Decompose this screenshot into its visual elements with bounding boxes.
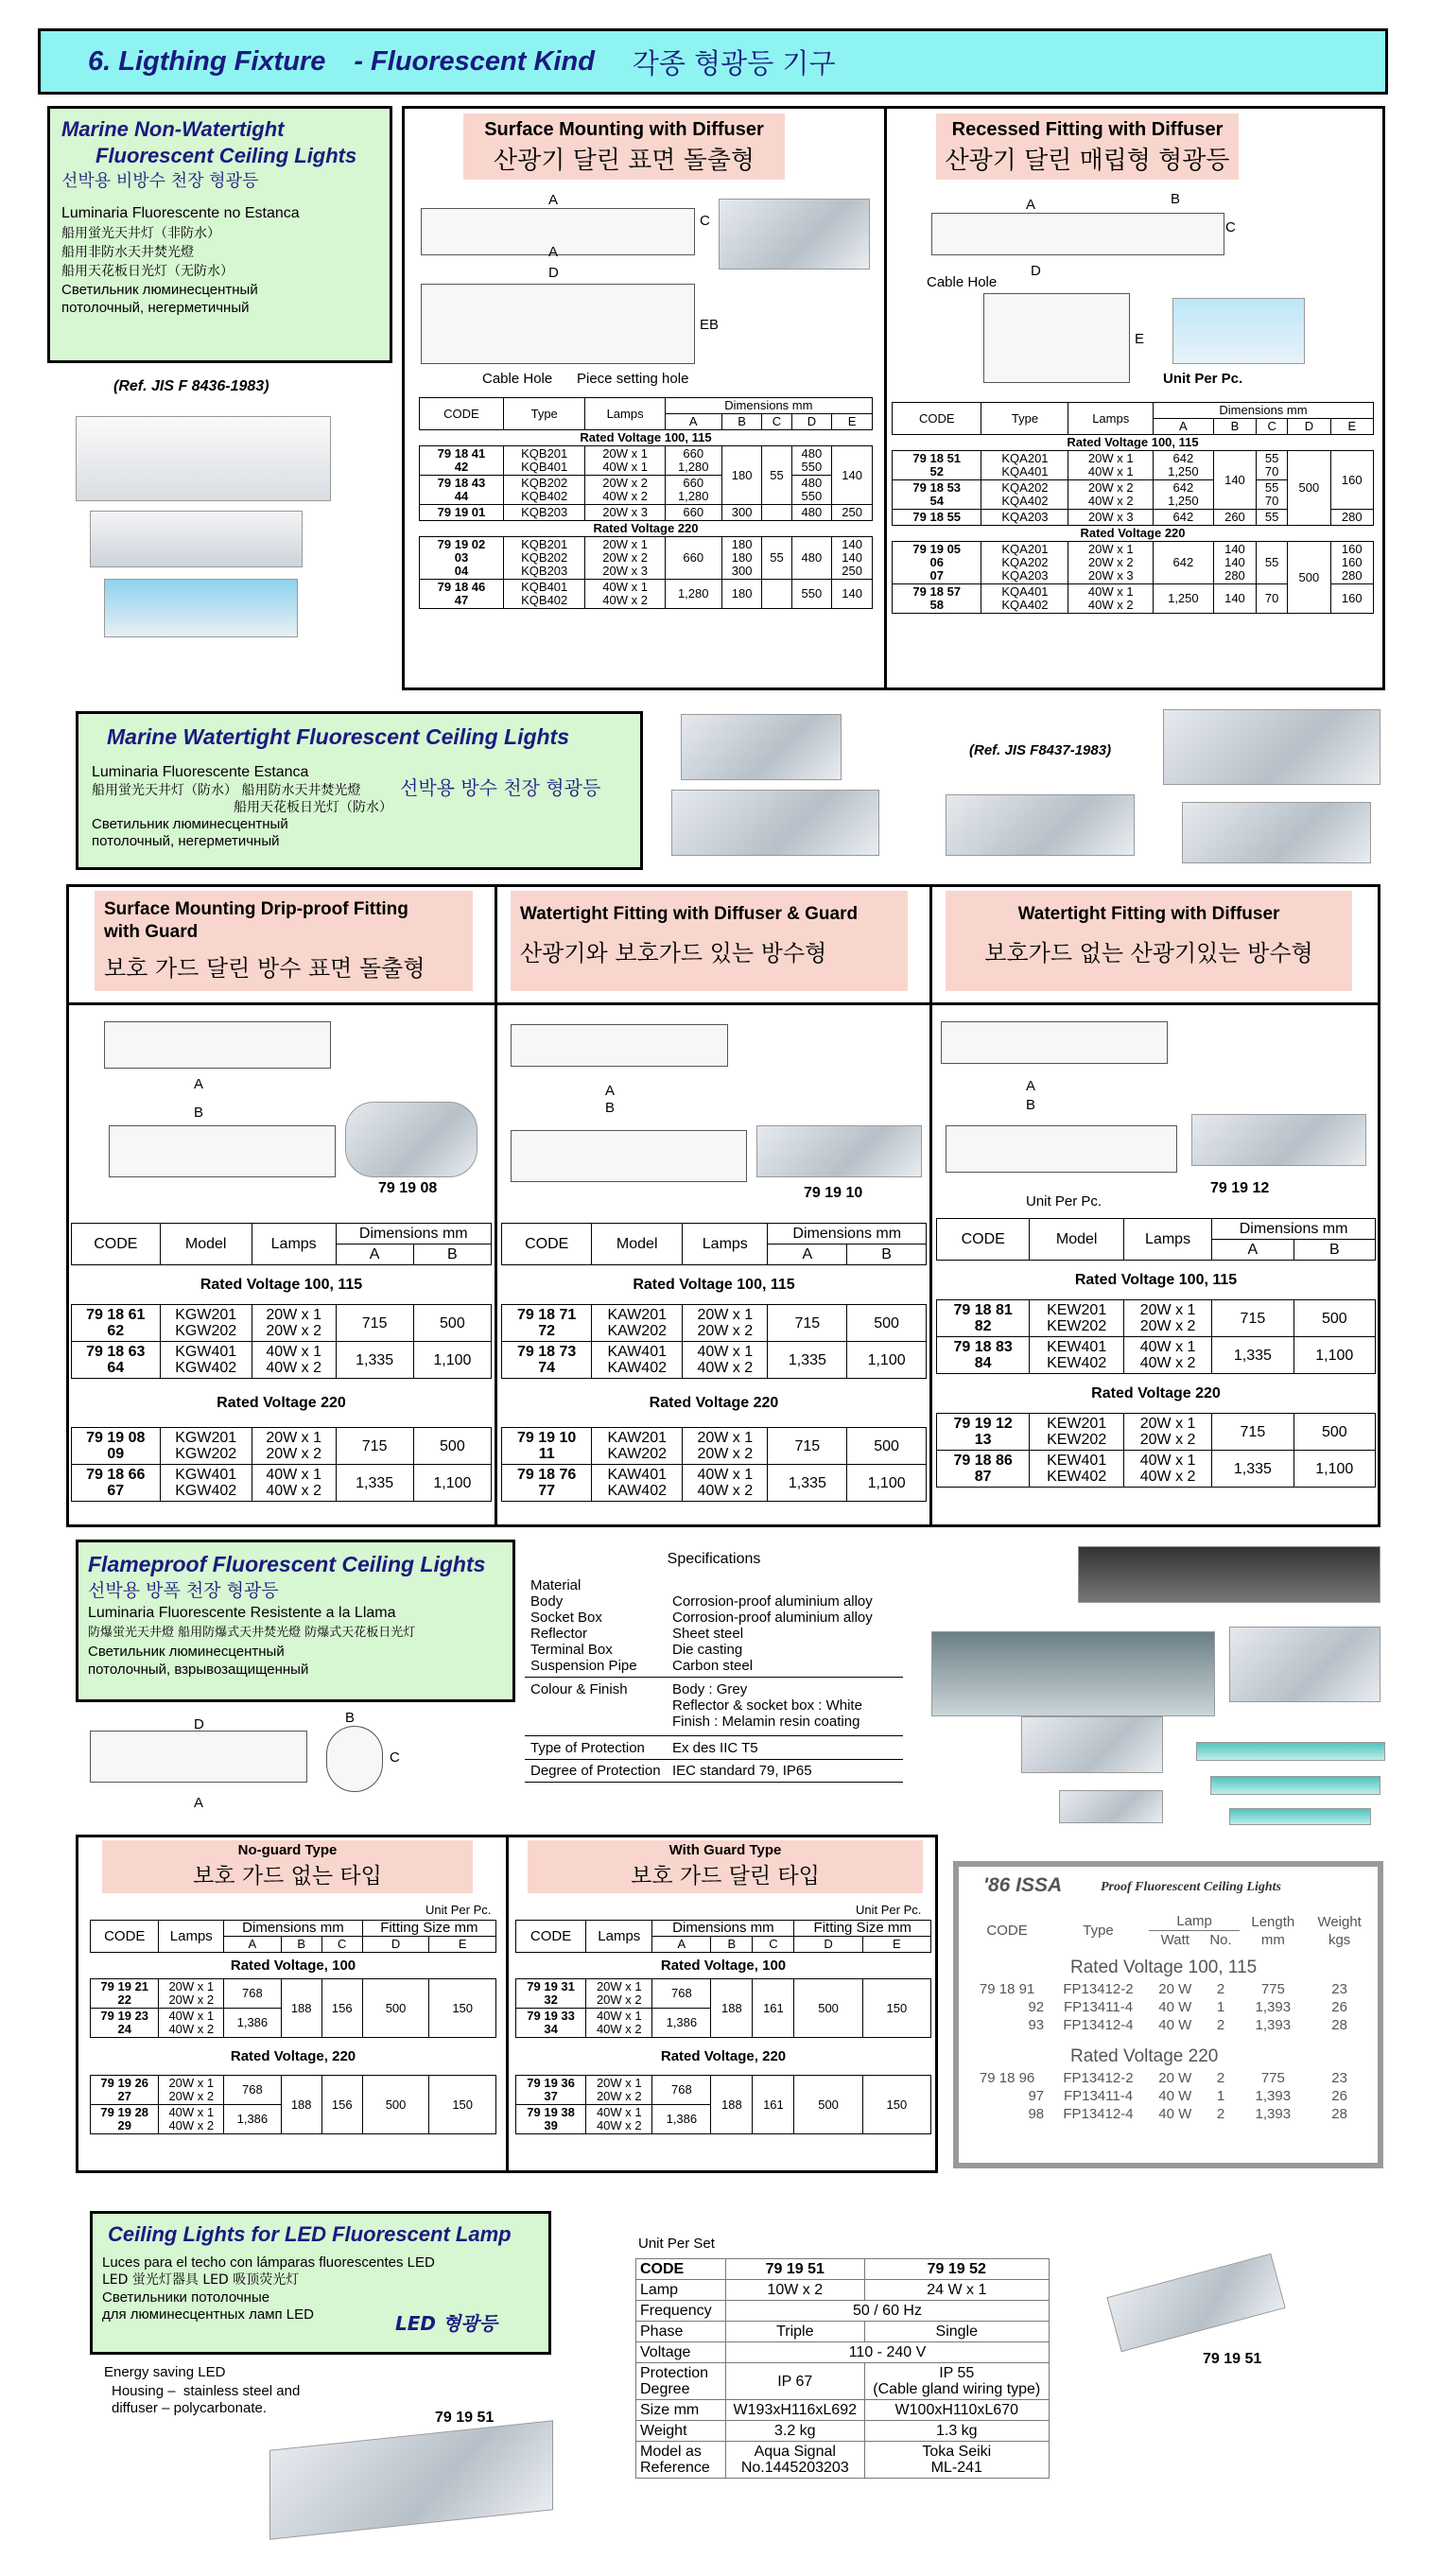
flameproof-title: Flameproof Fluorescent Ceiling Lights xyxy=(88,1552,486,1576)
dim-label-a: A xyxy=(548,192,559,208)
marine-nw-jp2: 船用非防水天井焚光燈 xyxy=(61,245,194,260)
diffguard-drawing-plan xyxy=(511,1130,747,1182)
diff-unit: Unit Per Pc. xyxy=(1026,1193,1102,1210)
page-title: 6. Ligthing Fixture xyxy=(88,45,326,77)
recessed-diffuser-header xyxy=(936,113,1239,180)
surface-diffuser-table xyxy=(419,397,873,609)
specs-protection xyxy=(525,1740,903,1756)
guard-drawing-plan xyxy=(109,1125,336,1177)
rated-voltage-2: Rated Voltage 220 xyxy=(420,521,873,537)
table-row: 79 18 53 54 KQA202 KQA402 20W x 2 40W x 2 642 1,250 55 70 xyxy=(893,480,1374,510)
specs-material-values: Corrosion-proof aluminium alloy Corrosion-proof aluminium alloy Sheet steel Die casting Carbon steel xyxy=(672,1593,873,1674)
noguard-header xyxy=(102,1840,473,1893)
guard-type-divider xyxy=(506,1835,509,2173)
table-row: CODE 79 19 51 79 19 52 xyxy=(636,2259,1050,2280)
withguard-header xyxy=(528,1840,923,1893)
flameproof-photo-4 xyxy=(1021,1716,1163,1773)
guard-title: Surface Mounting Drip-proof Fitting with Guard xyxy=(104,899,408,942)
marine-wt-ru2: потолочный, негерметичный xyxy=(92,833,280,849)
recessed-diffuser-korean: 산광기 달린 매립형 형광등 xyxy=(945,147,1230,175)
guard-korean: 보호 가드 달린 방수 표면 돌출형 xyxy=(104,955,425,982)
diffguard-photo-code: 79 19 10 xyxy=(804,1185,863,1201)
specs-table xyxy=(525,1577,903,1674)
ceiling-light-photo-1 xyxy=(76,416,331,501)
watertight-photo-4 xyxy=(1163,709,1380,785)
diff-korean: 보호가드 없는 산광기있는 방수형 xyxy=(984,940,1313,966)
flameproof-korean: 선박용 방폭 천장 형광등 xyxy=(88,1580,279,1601)
specs-colour xyxy=(525,1681,903,1730)
rated-voltage-1: Rated Voltage 100, 115 xyxy=(420,430,873,446)
table-row: 79 18 71 72 KAW201 KAW202 20W x 1 20W x 2 715 500 xyxy=(502,1305,927,1342)
table-row: Frequency 50 / 60 Hz xyxy=(636,2301,1050,2322)
led-photo-code-1: 79 19 51 xyxy=(435,2410,495,2426)
col-d: D xyxy=(791,414,832,430)
led-spanish: Luces para el techo con lámparas fluorescentes LED xyxy=(102,2254,435,2271)
marine-wt-ru1: Светильник люминесцентный xyxy=(92,816,288,832)
diffguard-title: Watertight Fitting with Diffuser & Guard xyxy=(520,904,859,924)
table-row: 79 19 05 06 07 KQA201 KQA202 KQA203 20W x 1 20W x 2 20W x 3 642 140 140 280 55 500 160 160 280 xyxy=(893,542,1374,584)
guard-label-b: B xyxy=(194,1105,204,1121)
diff-drawing-top xyxy=(941,1021,1168,1064)
watertight-photo-1 xyxy=(681,714,842,780)
recessed-label-c: C xyxy=(1225,219,1236,235)
table-row: 79 18 83 84 KEW401 KEW402 40W x 1 40W x 2 1,335 1,100 xyxy=(937,1337,1376,1374)
page-subtitle: - Fluorescent Kind xyxy=(354,45,595,77)
diffguard-korean: 산광기와 보호가드 있는 방수형 xyxy=(520,940,827,966)
flameproof-photo-2 xyxy=(931,1631,1215,1716)
recessed-diffuser-title: Recessed Fitting with Diffuser xyxy=(951,119,1224,140)
table-row: 79 18 51 52 KQA201 KQA401 20W x 1 40W x 1 642 1,250 140 55 70 500 160 xyxy=(893,451,1374,480)
specs-colour-label: Colour & Finish xyxy=(530,1681,628,1697)
marine-nw-title1: Marine Non-Watertight xyxy=(61,117,285,141)
marine-nw-ru2: потолочный, негерметичный xyxy=(61,300,250,316)
table-row: 79 19 36 37 20W x 1 20W x 2 768 188 161 500 150 xyxy=(516,2076,931,2105)
flameproof-jp: 防爆蛍光天井燈 船用防爆式天井焚光燈 防爆式天花板日光灯 xyxy=(88,1626,416,1640)
specs-title: Specifications xyxy=(667,1551,761,1567)
flameproof-photo-5 xyxy=(1196,1742,1385,1761)
flameproof-drawing-end xyxy=(326,1726,383,1792)
divider-1 xyxy=(495,884,497,1527)
table-row: 79 18 73 74 KAW401 KAW402 40W x 1 40W x 2 1,335 1,100 xyxy=(502,1342,927,1379)
diffguard-photo xyxy=(756,1125,922,1177)
guard-photo-code: 79 19 08 xyxy=(378,1180,438,1196)
table-row: 98 FP13412-4 40 W 2 1,393 28 xyxy=(1028,2106,1347,2122)
diffguard-header xyxy=(511,891,908,991)
noguard-korean: 보호 가드 없는 타입 xyxy=(193,1864,382,1888)
flameproof-label-a: A xyxy=(194,1795,204,1811)
issa-tag: '86 ISSA xyxy=(983,1874,1063,1896)
dim-label-c: C xyxy=(700,213,710,229)
col-dim: Dimensions mm xyxy=(665,398,872,414)
table-row: 79 19 31 32 20W x 1 20W x 2 768 188 161 500 150 xyxy=(516,1979,931,2009)
marine-nw-panel xyxy=(47,106,392,363)
specs-colour-value: Body : Grey Reflector & socket box : White Finish : Melamin resin coating xyxy=(672,1681,862,1730)
recessed-cable-label: Cable Hole xyxy=(927,274,998,290)
issa-rv2: Rated Voltage 220 xyxy=(1070,2046,1219,2066)
noguard-table: CODE Lamps Dimensions mm Fitting Size mm A B C D E Rated Voltage, 100 79 19 21 22 20W x 1 20W x 2 768 188 156 500 150 79 19 23 24 40W x 1 40W x 2 1,386 Rated Voltage, 220 79 19 26 27 20W x 1 20W x 2 768 188 156 500 150 79 19 28 29 40W x 1 40W x 2 1,386 xyxy=(90,1920,496,2134)
table-row: 79 18 81 82 KEW201 KEW202 20W x 1 20W x 2 715 500 xyxy=(937,1300,1376,1337)
surface-diffuser-photo xyxy=(719,199,870,270)
led-housing: Housing – stainless steel and diffuser – polycarbonate. xyxy=(112,2383,301,2416)
flameproof-label-d: D xyxy=(194,1716,204,1732)
led-photo-1 xyxy=(269,2420,553,2540)
dim-label-d: D xyxy=(548,265,559,281)
table-row: 79 18 76 77 KAW401 KAW402 40W x 1 40W x 2 1,335 1,100 xyxy=(502,1465,927,1502)
diff-photo xyxy=(1191,1114,1366,1166)
surface-diffuser-title: Surface Mounting with Diffuser xyxy=(484,119,764,140)
recessed-label-b: B xyxy=(1171,191,1181,207)
surface-diffuser-drawing-plan xyxy=(421,284,695,364)
table-row: Phase Triple Single xyxy=(636,2322,1050,2342)
table-row: 79 19 26 27 20W x 1 20W x 2 768 188 156 500 150 xyxy=(91,2076,496,2105)
ceiling-light-photo-3 xyxy=(104,579,298,637)
led-photo-code-2: 79 19 51 xyxy=(1203,2351,1262,2367)
table-row: Protection Degree IP 67 IP 55 (Cable gland wiring type) xyxy=(636,2363,1050,2400)
surface-diffuser-korean: 산광기 달린 표면 돌출형 xyxy=(494,147,755,175)
table-row: 79 18 63 64 KGW401 KGW402 40W x 1 40W x 2 1,335 1,100 xyxy=(72,1342,492,1379)
marine-nw-ru1: Светильник люминесцентный xyxy=(61,282,258,298)
guard-drawing-top xyxy=(104,1021,331,1069)
spec-rule-4 xyxy=(525,1782,903,1783)
recessed-label-d: D xyxy=(1031,263,1041,279)
col-type: Type xyxy=(503,398,585,430)
spec-rule-1 xyxy=(525,1677,903,1678)
marine-wt-korean: 선박용 방수 천장 형광등 xyxy=(400,776,601,799)
table-row: 79 18 57 58 KQA401 KQA402 40W x 1 40W x 2 1,250 140 70 160 xyxy=(893,584,1374,614)
recessed-drawing-top xyxy=(931,213,1224,255)
table-row: 79 18 41 42 KQB201 KQB401 20W x 1 40W x 1 660 1,280 180 55 480 550 140 xyxy=(420,446,873,476)
specs-prot-label: Type of Protection xyxy=(530,1740,645,1756)
recessed-photo xyxy=(1172,298,1305,364)
table-row: 79 19 23 24 40W x 1 40W x 2 1,386 xyxy=(91,2009,496,2038)
recessed-unit: Unit Per Pc. xyxy=(1163,371,1243,387)
flameproof-drawing-side xyxy=(90,1731,307,1783)
marine-nw-title2: Fluorescent Ceiling Lights xyxy=(95,144,357,167)
table-row: 79 18 66 67 KGW401 KGW402 40W x 1 40W x 2 1,335 1,100 xyxy=(72,1465,492,1502)
dim-label-b: B xyxy=(709,317,720,333)
led-title: Ceiling Lights for LED Fluorescent Lamp xyxy=(108,2222,512,2246)
guard-table: CODE Model Lamps Dimensions mm A B Rated Voltage 100, 115 79 18 61 62 KGW201 KGW202 20W x 1 20W x 2 715 500 79 18 63 64 KGW401 KGW402 40W x 1 40W x 2 1,335 1,100 Rated Voltage 220 79 19 08 09 KGW201 KGW202 20W x 1 20W x 2 715 500 79 18 66 67 KGW401 KGW402 40W x 1 40W x 2 1,335 1,100 xyxy=(71,1223,492,1502)
table-row: 92 FP13411-4 40 W 1 1,393 26 xyxy=(1028,1999,1347,2015)
marine-wt-title: Marine Watertight Fluorescent Ceiling Lights xyxy=(107,724,570,749)
divider-2 xyxy=(929,884,932,1527)
led-ru2: для люминесцентных ламп LED xyxy=(102,2306,314,2323)
spec-rule-2 xyxy=(525,1735,903,1736)
table-row: 79 19 28 29 40W x 1 40W x 2 1,386 xyxy=(91,2105,496,2134)
flameproof-ru1: Светильник люминесцентный xyxy=(88,1644,285,1660)
table-row: 93 FP13412-4 40 W 2 1,393 28 xyxy=(1028,2017,1347,2033)
flameproof-label-b: B xyxy=(345,1710,356,1726)
diff-label-b: B xyxy=(1026,1097,1036,1113)
led-photo-2 xyxy=(1106,2254,1285,2353)
flameproof-photo-7 xyxy=(1059,1790,1163,1823)
flameproof-panel xyxy=(76,1540,515,1702)
issa-table: CODE Type Lamp Length mm Weight kgs Watt No. Rated Voltage 100, 115 79 18 91 FP13412-2 20 W 2 775 23 92 FP13411-4 40 W 1 1,393 26 93 FP13412-4 40 W 2 1,393 28 Rated Voltage 220 79 18 96 FP13412-2 20 W 2 775 23 97 FP13411-4 40 W 1 1,393 26 98 FP13412-4 40 W 2 1,393 28 xyxy=(966,1912,1373,2123)
table-row: 79 18 96 FP13412-2 20 W 2 775 23 xyxy=(979,2070,1347,2086)
diff-header xyxy=(946,891,1352,991)
col-lamps: Lamps xyxy=(585,398,665,430)
col-e: E xyxy=(832,414,873,430)
page-title-bar xyxy=(38,28,1388,95)
marine-nw-jp1: 船用蛍光天井灯（非防水） xyxy=(61,226,220,241)
table-row: 79 19 10 11 KAW201 KAW202 20W x 1 20W x 2 715 500 xyxy=(502,1428,927,1465)
table-row: 79 19 21 22 20W x 1 20W x 2 768 188 156 500 150 xyxy=(91,1979,496,2009)
col-b: B xyxy=(721,414,762,430)
issa-panel xyxy=(953,1861,1383,2168)
marine-nw-korean: 선박용 비방수 천장 형광등 xyxy=(61,171,259,191)
guard-header xyxy=(95,891,473,991)
specs-degree xyxy=(525,1763,903,1779)
table-row: Model as Reference Aqua Signal No.1445203203 Toka Seiki ML-241 xyxy=(636,2442,1050,2479)
diffguard-drawing-top xyxy=(511,1024,728,1067)
diff-table: CODE Model Lamps Dimensions mm A B Rated Voltage 100, 115 79 18 81 82 KEW201 KEW202 20W x 1 20W x 2 715 500 79 18 83 84 KEW401 KEW402 40W x 1 40W x 2 1,335 1,100 Rated Voltage 220 79 19 12 13 KEW201 KEW202 20W x 1 20W x 2 715 500 79 18 86 87 KEW401 KEW402 40W x 1 40W x 2 1,335 1,100 xyxy=(936,1218,1376,1488)
diffguard-label-a: A xyxy=(605,1083,616,1099)
table-row: 79 19 33 34 40W x 1 40W x 2 1,386 xyxy=(516,2009,931,2038)
table-row: 79 18 61 62 KGW201 KGW202 20W x 1 20W x 2 715 500 xyxy=(72,1305,492,1342)
table-row: 79 18 91 FP13412-2 20 W 2 775 23 xyxy=(979,1981,1347,1997)
table-row: 79 18 43 44 KQB202 KQB402 20W x 2 40W x 2 660 1,280 480 550 xyxy=(420,476,873,505)
issa-title: Proof Fluorescent Ceiling Lights xyxy=(1101,1880,1281,1894)
table-row: 79 19 12 13 KEW201 KEW202 20W x 1 20W x 2 715 500 xyxy=(937,1414,1376,1451)
marine-nw-spanish: Luminaria Fluorescente no Estanca xyxy=(61,205,300,221)
withguard-title: With Guard Type xyxy=(668,1842,782,1858)
piece-hole-label: Piece setting hole xyxy=(577,371,689,387)
diff-photo-code: 79 19 12 xyxy=(1210,1180,1270,1196)
led-ru1: Светильники потолочные xyxy=(102,2289,270,2306)
flameproof-photo-3 xyxy=(1229,1627,1380,1702)
led-panel xyxy=(90,2211,551,2355)
page-title-korean: 각종 형광등 기구 xyxy=(632,46,836,79)
watertight-photo-2 xyxy=(671,790,879,856)
diff-title: Watertight Fitting with Diffuser xyxy=(1017,904,1280,924)
flameproof-photo-6 xyxy=(1210,1776,1380,1795)
flameproof-label-c: C xyxy=(390,1749,400,1766)
table-row: 79 19 01 KQB203 20W x 3 660 300 480 250 xyxy=(420,505,873,521)
flameproof-photo-8 xyxy=(1229,1808,1371,1825)
issa-rv1: Rated Voltage 100, 115 xyxy=(1070,1958,1258,1977)
table-row: 97 FP13411-4 40 W 1 1,393 26 xyxy=(1028,2088,1347,2104)
recessed-drawing-plan xyxy=(983,293,1130,383)
flameproof-spanish: Luminaria Fluorescente Resistente a la Llama xyxy=(88,1605,396,1621)
col-c: C xyxy=(762,414,791,430)
flameproof-ru2: потолочный, взрывозащищенный xyxy=(88,1662,309,1678)
watertight-photo-5 xyxy=(1182,802,1371,863)
recessed-diffuser-table: CODE Type Lamps Dimensions mm A B C D E Rated Voltage 100, 115 79 18 51 52 KQA201 KQA401 20W x 1 40W x 1 642 1,250 140 55 70 500 160 79 18 53 54 KQA202 KQA402 20W x 2 40W x 2 642 1,250 55 70 79 18 55 KQA203 20W x 3 642 260 55 280 Rated Voltage 220 79 19 05 06 07 KQA201 KQA202 KQA203 20W x 1 20W x 2 20W x 3 642 140 140 280 55 500 160 160 280 79 18 57 58 KQA401 KQA402 40W x 1 40W x 2 1,250 140 70 160 xyxy=(892,402,1374,614)
dim-label-e: E xyxy=(700,317,710,333)
table-row: 79 19 02 03 04 KQB201 KQB202 KQB203 20W x 1 20W x 2 20W x 3 660 180 180 300 55 480 140 140 250 xyxy=(420,537,873,580)
flameproof-photo-1 xyxy=(1078,1546,1380,1603)
marine-wt-jp1: 船用蛍光天井灯（防水） 船用防水天井焚光燈 xyxy=(92,783,361,798)
marine-wt-ref: (Ref. JIS F8437-1983) xyxy=(969,742,1112,758)
noguard-title: No-guard Type xyxy=(237,1842,338,1858)
withguard-table: CODE Lamps Dimensions mm Fitting Size mm A B C D E Rated Voltage, 100 79 19 31 32 20W x 1 20W x 2 768 188 161 500 150 79 19 33 34 40W x 1 40W x 2 1,386 Rated Voltage, 220 79 19 36 37 20W x 1 20W x 2 768 188 161 500 150 79 19 38 39 40W x 1 40W x 2 1,386 xyxy=(515,1920,931,2134)
marine-nw-jp3: 船用天花板日光灯（无防水） xyxy=(61,264,234,279)
table-row: Voltage 110 - 240 V xyxy=(636,2342,1050,2363)
led-jp: LED 蛍光灯器具 LED 吸顶荧光灯 xyxy=(102,2272,300,2288)
led-table xyxy=(635,2258,1050,2479)
diffguard-table: CODE Model Lamps Dimensions mm A B Rated Voltage 100, 115 79 18 71 72 KAW201 KAW202 20W x 1 20W x 2 715 500 79 18 73 74 KAW401 KAW402 40W x 1 40W x 2 1,335 1,100 Rated Voltage 220 79 19 10 11 KAW201 KAW202 20W x 1 20W x 2 715 500 79 18 76 77 KAW401 KAW402 40W x 1 40W x 2 1,335 1,100 xyxy=(501,1223,927,1502)
dim-label-b-line: A xyxy=(548,244,559,260)
table-row: 79 18 55 KQA203 20W x 3 642 260 55 280 xyxy=(893,510,1374,526)
marine-nw-ref: (Ref. JIS F 8436-1983) xyxy=(113,378,269,394)
table-row: Lamp 10W x 2 24 W x 1 xyxy=(636,2280,1050,2301)
diff-label-a: A xyxy=(1026,1078,1036,1094)
specs-prot-value: Ex des IIC T5 xyxy=(672,1740,758,1756)
cable-hole-label: Cable Hole xyxy=(482,371,553,387)
withguard-korean: 보호 가드 달린 타입 xyxy=(631,1864,820,1888)
led-korean: LED 형광등 xyxy=(395,2312,497,2335)
table-row: 79 19 38 39 40W x 1 40W x 2 1,386 xyxy=(516,2105,931,2134)
table-row: 79 18 46 47 KQB401 KQB402 40W x 1 40W x 2 1,280 180 550 140 xyxy=(420,580,873,609)
led-unit: Unit Per Set xyxy=(638,2236,715,2252)
col-code: CODE xyxy=(420,398,504,430)
divider-h xyxy=(66,1002,1380,1005)
spec-rule-3 xyxy=(525,1759,903,1760)
recessed-label-e: E xyxy=(1135,331,1145,347)
col-a: A xyxy=(665,414,721,430)
table-row: Size mm W193xH116xL692 W100xH110xL670 xyxy=(636,2400,1050,2421)
specs-deg-value: IEC standard 79, IP65 xyxy=(672,1763,812,1779)
marine-wt-jp2: 船用天花板日光灯（防水） xyxy=(234,800,392,815)
withguard-unit: Unit Per Pc. xyxy=(856,1903,922,1917)
guard-photo xyxy=(345,1102,477,1177)
diffuser-divider xyxy=(884,106,887,690)
specs-deg-label: Degree of Protection xyxy=(530,1763,661,1779)
surface-diffuser-header xyxy=(463,113,785,180)
diff-drawing-plan xyxy=(946,1125,1177,1173)
table-row: 79 18 86 87 KEW401 KEW402 40W x 1 40W x 2 1,335 1,100 xyxy=(937,1451,1376,1488)
marine-wt-spanish: Luminaria Fluorescente Estanca xyxy=(92,764,309,780)
watertight-photo-3 xyxy=(946,794,1135,856)
specs-material-labels: Material Body Socket Box Reflector Terminal Box Suspension Pipe xyxy=(530,1577,637,1674)
guard-label-a: A xyxy=(194,1076,204,1092)
recessed-label-a: A xyxy=(1026,197,1036,213)
led-saving: Energy saving LED xyxy=(104,2364,226,2380)
ceiling-light-photo-2 xyxy=(90,511,303,567)
marine-wt-panel xyxy=(76,711,643,870)
table-row: Weight 3.2 kg 1.3 kg xyxy=(636,2421,1050,2442)
noguard-unit: Unit Per Pc. xyxy=(425,1903,492,1917)
table-row: 79 19 08 09 KGW201 KGW202 20W x 1 20W x 2 715 500 xyxy=(72,1428,492,1465)
diffguard-label-b: B xyxy=(605,1100,616,1116)
